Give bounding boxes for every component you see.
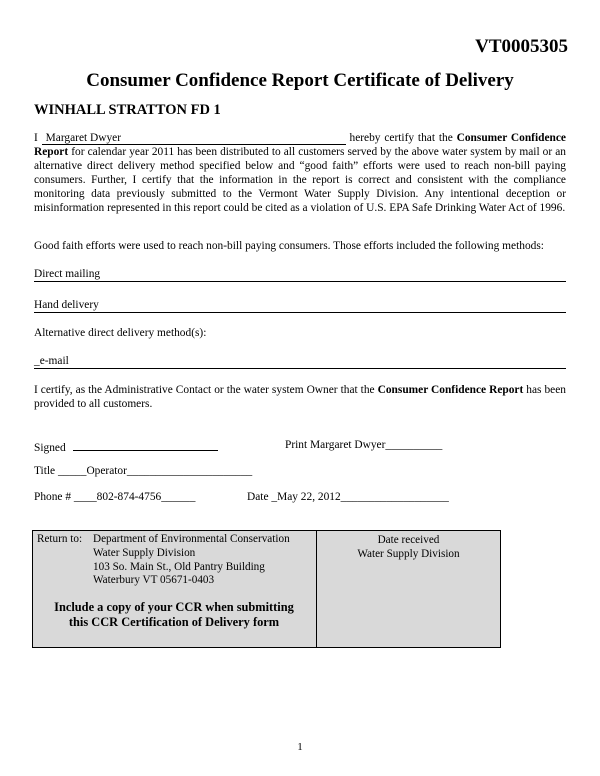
date-value: _May 22, 2012___________________ xyxy=(271,491,449,503)
phone-label: Phone # xyxy=(34,491,72,503)
phone-field xyxy=(34,491,195,503)
title-value: _____Operator______________________ xyxy=(57,465,253,477)
method-direct-mailing: Direct mailing xyxy=(34,268,566,282)
phone-value: ____802-874-4756______ xyxy=(73,491,196,503)
title-label: Title xyxy=(34,465,56,477)
good-faith-statement: Good faith efforts were used to reach non-bill paying consumers. Those efforts included the following methods: xyxy=(34,240,544,252)
method-hand-delivery: Hand delivery xyxy=(34,299,566,313)
include-ccr-note xyxy=(32,600,316,630)
certifier-name: Margaret Dwyer xyxy=(42,132,346,145)
include-note-line: this CCR Certification of Delivery form xyxy=(68,615,280,629)
admin-cert-tail: has been provided to all customers. xyxy=(34,384,566,410)
date-label: Date xyxy=(247,491,269,503)
certification-body: for calendar year 2011 has been distributed to all customers served by the above water system by mail or an alternative direct delivery method specified below and “good faith” efforts were used to reach non-bill paying consumers. Further, I certify that the information in the report is correct and consistent with the compliance monitoring data previously submitted to the Vermont Water Supply Division. Any intentional deception or misinformation represented in this report could be cited as a violation of U.S. EPA Safe Drinking Water Act of 1996. xyxy=(34,146,566,214)
method-email: _e-mail xyxy=(34,355,566,369)
address-line: Water Supply Division xyxy=(93,547,196,559)
include-note-line: Include a copy of your CCR when submitting xyxy=(54,600,294,614)
certification-lead: hereby certify that the xyxy=(349,132,453,144)
signature-line xyxy=(73,439,218,451)
ccr-term: Consumer Confidence Report xyxy=(34,132,566,158)
page-number: 1 xyxy=(297,741,303,753)
address-line: Department of Environmental Conservation xyxy=(93,533,290,545)
address-line: 103 So. Main St., Old Pantry Building xyxy=(93,561,265,573)
date-received-label: Date received xyxy=(377,534,440,546)
certification-paragraph xyxy=(34,131,566,215)
print-field xyxy=(285,439,442,451)
admin-cert-lead: I certify, as the Administrative Contact or the water system Owner that the xyxy=(34,384,375,396)
form-title: Consumer Confidence Report Certificate of Delivery xyxy=(86,70,514,91)
signed-field xyxy=(34,439,218,454)
return-to-label: Return to: xyxy=(37,533,83,545)
print-value: Margaret Dwyer__________ xyxy=(310,439,443,451)
certification-prefix: I xyxy=(34,132,38,144)
print-label: Print xyxy=(285,439,308,451)
alternative-methods-label: Alternative direct delivery method(s): xyxy=(34,327,207,339)
date-received-cell xyxy=(317,533,500,561)
date-field xyxy=(247,491,449,503)
signed-label: Signed xyxy=(34,442,66,454)
date-received-division: Water Supply Division xyxy=(357,548,460,560)
admin-certification-paragraph xyxy=(34,383,566,411)
water-system-name: WINHALL STRATTON FD 1 xyxy=(34,102,221,118)
document-id: VT0005305 xyxy=(475,36,568,57)
admin-ccr-term: Consumer Confidence Report xyxy=(377,384,524,396)
address-line: Waterbury VT 05671-0403 xyxy=(93,574,215,586)
title-field xyxy=(34,465,252,477)
